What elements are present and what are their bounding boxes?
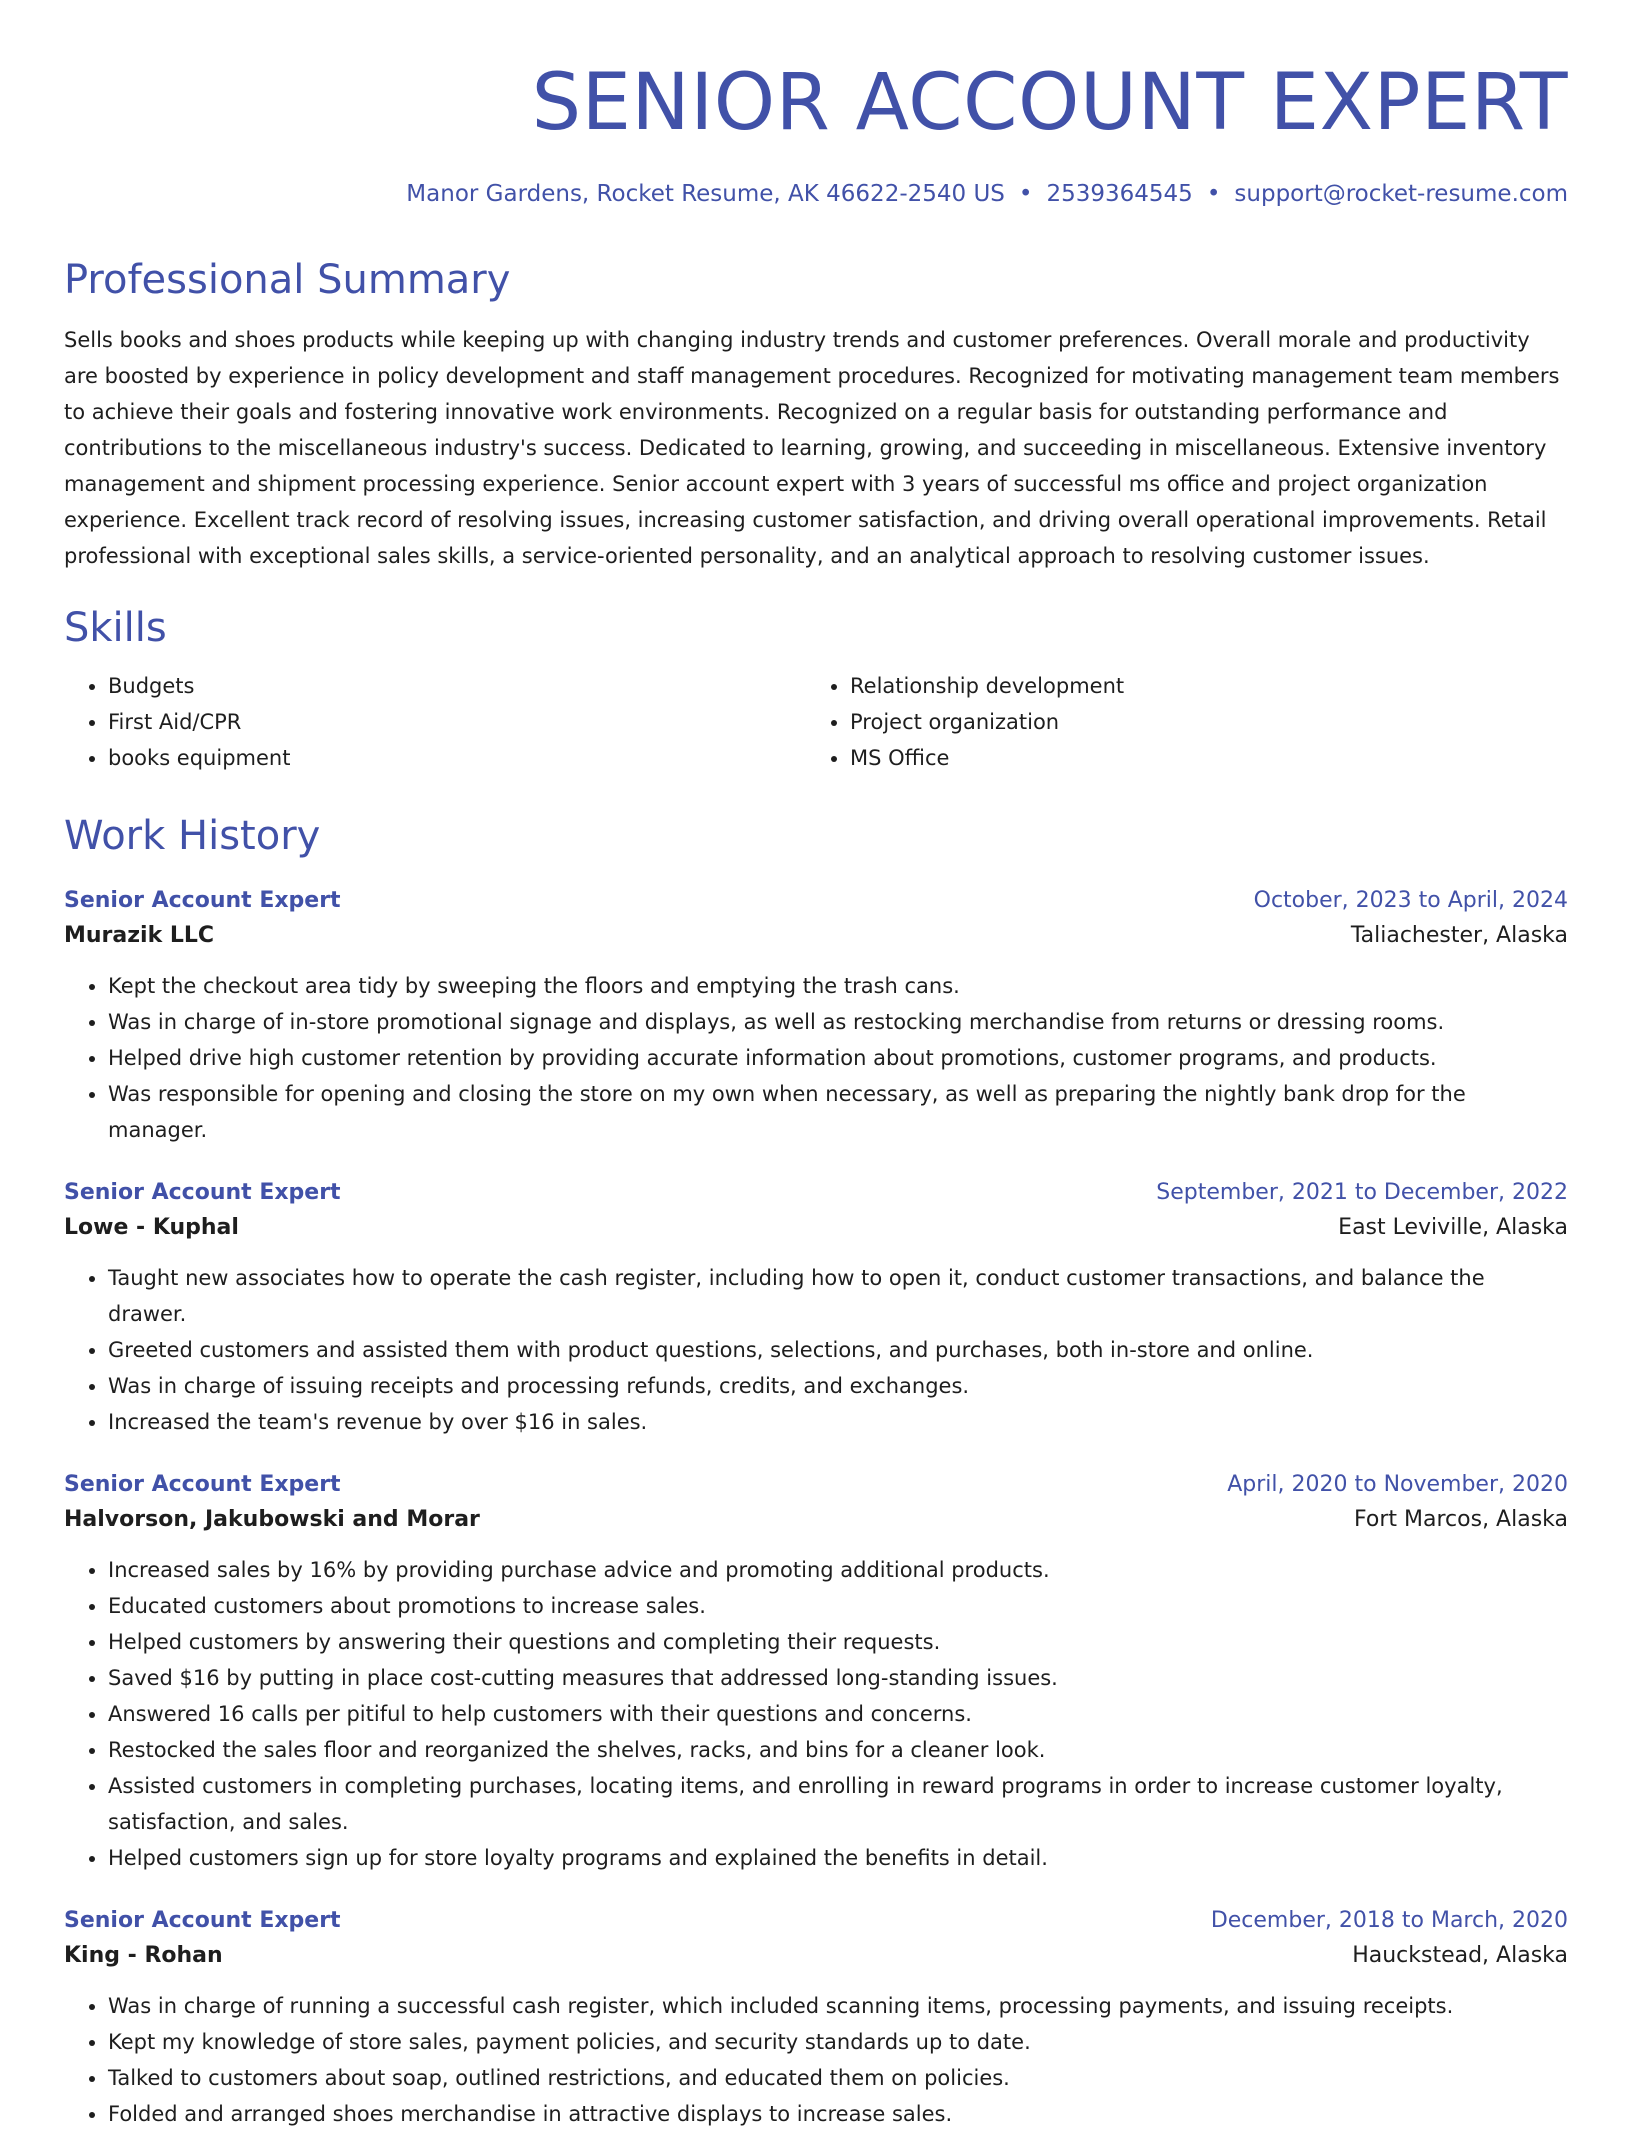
duty-item: • Was in charge of in-store promotional signage and displays, as well as restocking merchandise from returns or dressing rooms. bbox=[108, 1004, 1568, 1040]
skill-item: • books equipment bbox=[108, 740, 806, 776]
duty-item: • Increased the team's revenue by over $16 in sales. bbox=[108, 1404, 1568, 1440]
duty-item: • Restocked the sales floor and reorganized the shelves, racks, and bins for a cleaner look. bbox=[108, 1732, 1568, 1768]
page-title: SENIOR ACCOUNT EXPERT bbox=[531, 58, 1568, 148]
company-name: Murazik LLC bbox=[64, 923, 215, 948]
skill-item: • First Aid/CPR bbox=[108, 704, 806, 740]
job-entry bbox=[64, 1176, 1568, 1440]
duty-item: • Helped drive high customer retention by providing accurate information about promotions, customer programs, and products. bbox=[108, 1040, 1568, 1076]
summary-heading: Professional Summary bbox=[64, 257, 511, 303]
job-title: Senior Account Expert bbox=[64, 888, 341, 913]
duty-item: • Kept my knowledge of store sales, payment policies, and security standards up to date. bbox=[108, 2024, 1568, 2060]
work-history-heading: Work History bbox=[64, 813, 321, 859]
job-title: Senior Account Expert bbox=[64, 1908, 341, 1933]
duty-item: • Increased sales by 16% by providing purchase advice and promoting additional products. bbox=[108, 1552, 1568, 1588]
company-name: Halvorson, Jakubowski and Morar bbox=[64, 1507, 480, 1532]
duty-item: • Answered 16 calls per pitiful to help customers with their questions and concerns. bbox=[108, 1696, 1568, 1732]
summary-text: Sells books and shoes products while keeping up with changing industry trends and customer preferences. Overall morale and productivity are boosted by experience in policy development and staff management procedures. Recognized for motivating management team members to achieve their goals and fostering innovative work environments. Recognized on a regular basis for outstanding performance and contributions to the miscellaneous industry's success. Dedicated to learning, growing, and succeeding in miscellaneous. Extensive inventory management and shipment processing experience. Senior account expert with 3 years of successful ms office and project organization experience. Excellent track record of resolving issues, increasing customer satisfaction, and driving overall operational improvements. Retail professional with exceptional sales skills, a service-oriented personality, and an analytical approach to resolving customer issues. bbox=[64, 328, 1560, 568]
job-location: East Leviville, Alaska bbox=[1338, 1215, 1568, 1240]
job-dates: December, 2018 to March, 2020 bbox=[1210, 1908, 1568, 1933]
duty-list bbox=[64, 1988, 1568, 2132]
company-name: King - Rohan bbox=[64, 1943, 223, 1968]
job-dates: October, 2023 to April, 2024 bbox=[1253, 888, 1568, 913]
skill-item: • Relationship development bbox=[850, 668, 1548, 704]
separator: • bbox=[1018, 181, 1033, 207]
phone: 2539364545 bbox=[1046, 181, 1193, 207]
duty-item: • Taught new associates how to operate the cash register, including how to open it, conduct customer transactions, and balance the drawer. bbox=[108, 1260, 1568, 1332]
skill-item: • Budgets bbox=[108, 668, 806, 704]
duty-item: • Folded and arranged shoes merchandise in attractive displays to increase sales. bbox=[108, 2096, 1568, 2132]
duty-item: • Educated customers about promotions to increase sales. bbox=[108, 1588, 1568, 1624]
duty-item: • Saved $16 by putting in place cost-cutting measures that addressed long-standing issues. bbox=[108, 1660, 1568, 1696]
job-location: Fort Marcos, Alaska bbox=[1354, 1507, 1568, 1532]
duty-item: • Helped customers sign up for store loyalty programs and explained the benefits in detail. bbox=[108, 1840, 1568, 1876]
duty-item: • Greeted customers and assisted them with product questions, selections, and purchases, both in-store and online. bbox=[108, 1332, 1568, 1368]
duty-list bbox=[64, 1260, 1568, 1440]
job-title: Senior Account Expert bbox=[64, 1472, 341, 1497]
duty-item: • Talked to customers about soap, outlined restrictions, and educated them on policies. bbox=[108, 2060, 1568, 2096]
job-entry bbox=[64, 884, 1568, 1148]
job-dates: April, 2020 to November, 2020 bbox=[1227, 1472, 1568, 1497]
skill-item: • Project organization bbox=[850, 704, 1548, 740]
contact-line bbox=[64, 178, 1568, 210]
email-link[interactable]: support@rocket-resume.com bbox=[1234, 181, 1568, 207]
duty-item: • Helped customers by answering their questions and completing their requests. bbox=[108, 1624, 1568, 1660]
skills-list bbox=[64, 668, 1568, 776]
separator: • bbox=[1206, 181, 1221, 207]
job-location: Taliachester, Alaska bbox=[1350, 923, 1568, 948]
job-dates: September, 2021 to December, 2022 bbox=[1156, 1180, 1568, 1205]
skills-column-right bbox=[806, 668, 1548, 776]
job-entry bbox=[64, 1904, 1568, 2132]
job-entry bbox=[64, 1468, 1568, 1876]
skills-heading: Skills bbox=[64, 605, 167, 651]
duty-list bbox=[64, 1552, 1568, 1876]
duty-item: • Was in charge of running a successful cash register, which included scanning items, processing payments, and issuing receipts. bbox=[108, 1988, 1568, 2024]
skill-item: • MS Office bbox=[850, 740, 1548, 776]
duty-item: • Kept the checkout area tidy by sweeping the floors and emptying the trash cans. bbox=[108, 968, 1568, 1004]
duty-item: • Was in charge of issuing receipts and processing refunds, credits, and exchanges. bbox=[108, 1368, 1568, 1404]
duty-item: • Assisted customers in completing purchases, locating items, and enrolling in reward programs in order to increase customer loyalty, satisfaction, and sales. bbox=[108, 1768, 1568, 1840]
job-title: Senior Account Expert bbox=[64, 1180, 341, 1205]
duty-item: • Was responsible for opening and closing the store on my own when necessary, as well as preparing the nightly bank drop for the manager. bbox=[108, 1076, 1568, 1148]
company-name: Lowe - Kuphal bbox=[64, 1215, 239, 1240]
address: Manor Gardens, Rocket Resume, AK 46622-2540 US bbox=[406, 181, 1005, 207]
job-location: Hauckstead, Alaska bbox=[1352, 1943, 1568, 1968]
skills-column-left bbox=[64, 668, 806, 776]
duty-list bbox=[64, 968, 1568, 1148]
